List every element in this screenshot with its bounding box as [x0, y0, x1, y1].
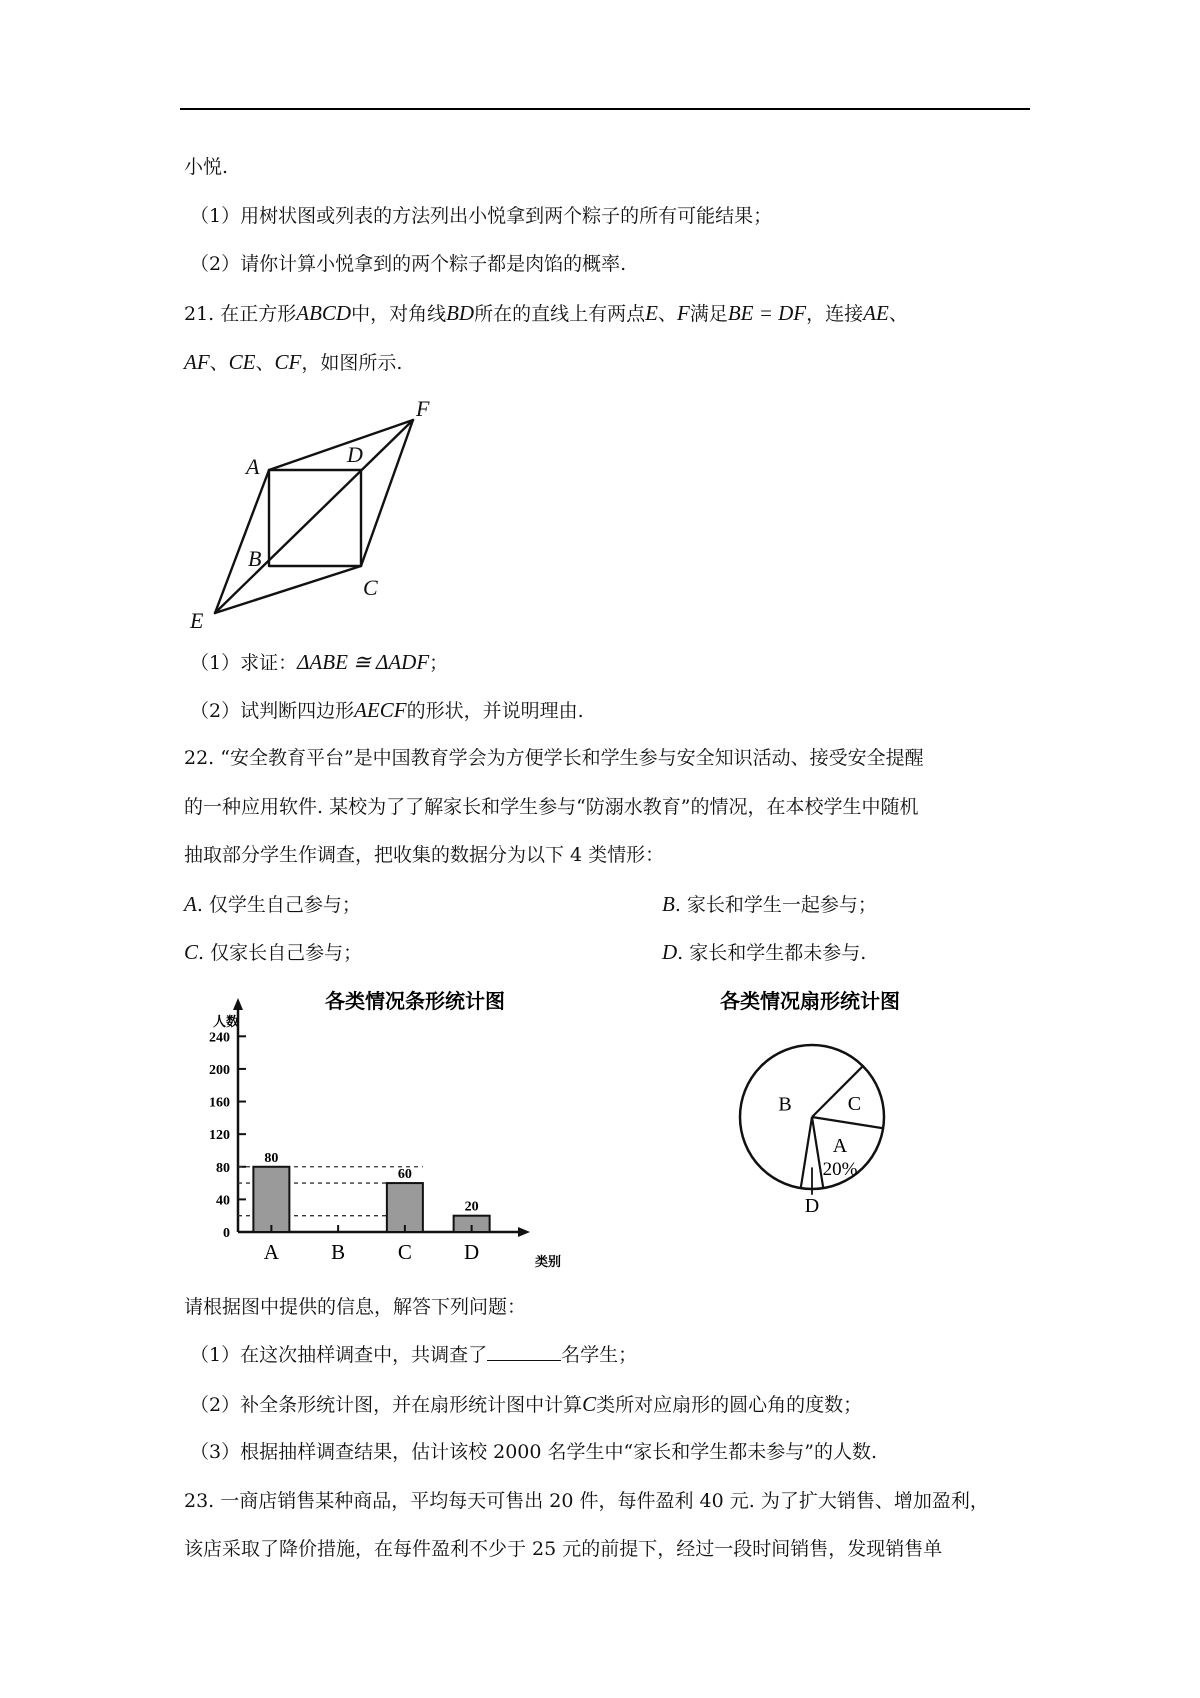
q20-sub1: （1）用树状图或列表的方法列出小悦拿到两个粽子的所有可能结果；: [190, 205, 773, 227]
q21-line1: [184, 300, 908, 327]
q22-sub2-text: （2）补全条形统计图，并在扇形统计图中计算: [190, 1394, 583, 1416]
bar-chart-title: 各类情况条形统计图: [325, 991, 505, 1013]
header-rule: [180, 108, 1030, 110]
label-f: F: [416, 396, 430, 421]
y-tick-label: 200: [209, 1062, 230, 1078]
q21-text: 21. 在正方形: [184, 303, 297, 325]
q21-text: 满足: [689, 303, 728, 325]
q21-math: BD: [446, 301, 475, 325]
pie-slice-boundary: [812, 1117, 823, 1188]
x-axis-label: 类别: [535, 1254, 562, 1269]
q21-text: ，连接: [806, 303, 864, 325]
q22-options-row2: [184, 939, 867, 966]
pie-body: [740, 1045, 884, 1217]
option-a-text: . 仅学生自己参与；: [196, 894, 361, 916]
y-tick-label: 160: [209, 1095, 230, 1111]
answer-blank[interactable]: [487, 1342, 561, 1361]
q20-sub2: （2）请你计算小悦拿到的两个粽子都是肉馅的概率.: [190, 253, 627, 275]
q21-text: 、: [209, 352, 229, 374]
q22-sub2: [190, 1391, 862, 1418]
q21-text: ，如图所示.: [301, 352, 403, 374]
y-tick-label: 80: [216, 1160, 230, 1176]
q22-sub1: [190, 1342, 637, 1368]
q22-line2: 的一种应用软件. 某校为了了解家长和学生参与“防溺水教育”的情况，在本校学生中随机: [184, 796, 919, 818]
option-d-letter: D: [662, 940, 678, 964]
q22-line3: 抽取部分学生作调查，把收集的数据分为以下 4 类情形：: [184, 844, 665, 866]
q21-sub1: [190, 649, 448, 676]
option-d-text: . 家长和学生都未参与.: [677, 942, 867, 964]
top-fragment: 小悦.: [184, 156, 229, 178]
pie-label-d: D: [804, 1194, 820, 1217]
q21-math: ABCD: [296, 301, 352, 325]
q21-math: E: [645, 301, 658, 325]
pie-slice-boundary: [812, 1117, 883, 1128]
label-a: A: [246, 454, 260, 479]
label-b: B: [248, 546, 262, 571]
q21-sub2: [190, 697, 584, 724]
pie-label-b: B: [778, 1093, 792, 1116]
line-ef: [215, 420, 413, 613]
y-tick-label: 240: [209, 1030, 230, 1046]
category-label: C: [397, 1240, 412, 1264]
bar-value-label: 60: [397, 1167, 412, 1183]
line-af: [269, 420, 413, 470]
pie-label-c: C: [847, 1093, 862, 1116]
line-ae: [215, 470, 269, 613]
q21-sub2-math: AECF: [354, 698, 407, 722]
pie-chart: [695, 980, 955, 1220]
y-axis-label: 人数: [213, 1014, 240, 1029]
q21-math: AF: [184, 350, 210, 374]
q21-text: 、: [888, 303, 908, 325]
q23-line1: 23. 一商店销售某种商品，平均每天可售出 20 件，每件盈利 40 元. 为了扩大销售、增加盈利，: [184, 1490, 989, 1512]
q21-math: CE: [228, 350, 256, 374]
q22-sub1-text: 名学生；: [561, 1344, 638, 1366]
label-c: C: [363, 575, 378, 600]
y-tick-label: 40: [216, 1193, 230, 1209]
q21-sub2-text: （2）试判断四边形: [190, 700, 355, 722]
bar-a: [253, 1167, 289, 1232]
q21-sub1-math: ΔABE ≅ ΔADF: [297, 650, 430, 674]
x-axis-arrow: [518, 1227, 530, 1237]
option-a-letter: A: [184, 892, 197, 916]
q23-line2: 该店采取了降价措施，在每件盈利不少于 25 元的前提下，经过一段时间销售，发现销售单: [184, 1538, 943, 1560]
q22-sub1-text: （1）在这次抽样调查中，共调查了: [190, 1344, 488, 1366]
pie-slice-boundary: [801, 1117, 812, 1188]
q21-math: BE = DF: [727, 301, 807, 325]
q21-sub1-text: （1）求证：: [190, 652, 298, 674]
q21-sub2-text: 的形状，并说明理由.: [406, 700, 584, 722]
y-axis-arrow: [233, 998, 243, 1010]
q21-line2: [184, 349, 402, 376]
bars: [253, 1151, 489, 1232]
pie-chart-title: 各类情况扇形统计图: [720, 991, 900, 1013]
category-label: D: [464, 1240, 480, 1264]
q22-line1: 22. “安全教育平台”是中国教育学会为方便学长和学生参与安全知识活动、接受安全提醒: [184, 747, 924, 769]
line-cf: [361, 420, 413, 566]
q21-text: 、: [255, 352, 275, 374]
pie-percent-a: 20%: [822, 1159, 858, 1181]
option-c-text: . 仅家长自己参与；: [198, 942, 363, 964]
bar-c: [387, 1183, 423, 1232]
q21-math: F: [676, 301, 690, 325]
geometry-figure: [180, 388, 440, 633]
q21-text: 、: [657, 303, 677, 325]
y-ticks: [209, 1030, 246, 1241]
q22-sub2-math: C: [582, 1392, 597, 1416]
label-e: E: [190, 608, 204, 633]
q22-prompt: 请根据图中提供的信息，解答下列问题：: [184, 1296, 527, 1318]
line-ce: [215, 566, 361, 613]
q21-math: CF: [274, 350, 302, 374]
q21-text: 所在的直线上有两点: [474, 303, 646, 325]
pie-label-a: A: [832, 1135, 848, 1158]
y-tick-label: 120: [209, 1128, 230, 1144]
q22-sub3: （3）根据抽样调查结果，估计该校 2000 名学生中“家长和学生都未参与”的人数.: [190, 1441, 877, 1463]
q21-sub1-text: ；: [429, 652, 449, 674]
label-d: D: [347, 442, 363, 467]
category-label: B: [331, 1240, 346, 1264]
bar-value-label: 20: [464, 1199, 479, 1215]
q22-sub2-text: 类所对应扇形的圆心角的度数；: [596, 1394, 863, 1416]
bar-chart: [195, 980, 575, 1280]
category-label: A: [263, 1240, 279, 1264]
option-c-letter: C: [184, 940, 199, 964]
option-b-text: . 家长和学生一起参与；: [674, 894, 877, 916]
y-tick-label: 0: [223, 1226, 230, 1241]
option-b-letter: B: [662, 892, 675, 916]
bar-value-label: 80: [264, 1150, 279, 1166]
q21-text: 中，对角线: [351, 303, 447, 325]
q21-math: AE: [863, 301, 889, 325]
q22-options-row1: [184, 891, 877, 918]
